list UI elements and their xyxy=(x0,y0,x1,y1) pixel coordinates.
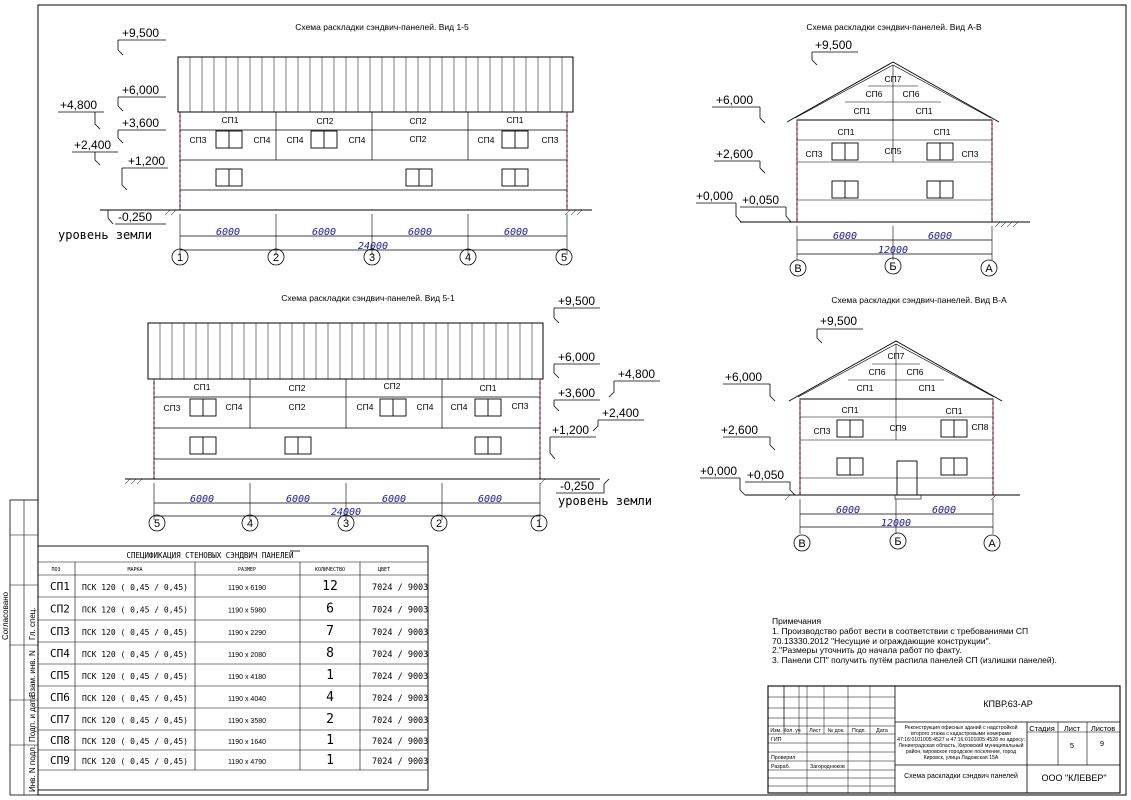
spec-mark: ПСК 120 ( 0,45 / 0,45) xyxy=(82,628,188,637)
level-label: +2,600 xyxy=(716,147,754,161)
panel-label: СП2 xyxy=(383,381,401,391)
spec-size: 1190 x 1640 xyxy=(227,739,267,746)
stage-label: Стадия xyxy=(1029,724,1055,733)
dim-label: 6000 xyxy=(835,505,861,516)
axis-label: 2 xyxy=(435,518,443,530)
level-label: +0,050 xyxy=(747,468,785,482)
notes xyxy=(772,616,1057,665)
level-label: +9,500 xyxy=(558,294,596,308)
wall xyxy=(800,399,993,495)
roof-ribs xyxy=(190,57,562,112)
col-header: Дата xyxy=(876,728,888,734)
panel-label: СП2 xyxy=(288,383,306,393)
role-label: Разраб. xyxy=(771,764,791,770)
dim-total: 24000 xyxy=(330,507,362,518)
level-label: +9,500 xyxy=(820,314,858,328)
spec-mark: ПСК 120 ( 0,45 / 0,45) xyxy=(82,757,188,766)
panel-label: СП1 xyxy=(193,382,211,392)
project-line: второго этажа с кадастровыми номерами xyxy=(910,731,1012,737)
wall xyxy=(154,379,540,479)
dim-label: 6000 xyxy=(189,494,215,505)
spec-qty: 8 xyxy=(326,646,334,661)
panel-label: СП3 xyxy=(163,403,181,413)
spec-size: 1190 x 2290 xyxy=(227,630,267,637)
table-row xyxy=(50,602,428,617)
axis-label: 3 xyxy=(342,518,350,530)
panel-label: СП6 xyxy=(865,89,883,99)
axis-label: 1 xyxy=(176,252,184,264)
spec-rows xyxy=(50,579,428,768)
axis-label: А xyxy=(988,538,996,550)
spec-title: СПЕЦИФИКАЦИЯ СТЕНОВЫХ СЭНДВИЧ ПАНЕЛЕЙ xyxy=(126,551,294,560)
level-label: -0,250 xyxy=(118,210,153,224)
doc-code: КПВР.63-АР xyxy=(983,699,1033,709)
spec-color: 7024 / 9003 xyxy=(372,672,429,682)
level-label: +0,000 xyxy=(696,189,734,203)
project-line: район, кировское городское поселение, город xyxy=(905,749,1017,755)
sheets-label: Листов xyxy=(1090,724,1116,733)
project-line: Кировск, улица Ладожская 15А xyxy=(923,755,999,761)
panel-label: СП4 xyxy=(416,402,434,412)
dim-total: 12000 xyxy=(880,518,912,529)
dim-total: 12000 xyxy=(877,245,909,256)
spec-pos: СП5 xyxy=(50,669,70,682)
panel-label: СП4 xyxy=(356,402,374,412)
dim-label: 6000 xyxy=(477,494,503,505)
level-label: +4,800 xyxy=(618,367,656,381)
spec-color: 7024 / 9003 xyxy=(372,694,429,704)
level-label: +4,800 xyxy=(60,98,98,112)
level-label: +6,000 xyxy=(716,93,754,107)
spec-size: 1190 x 5980 xyxy=(227,607,267,615)
spec-qty: 12 xyxy=(322,579,338,594)
level-label: +6,000 xyxy=(558,350,596,364)
panel-label: СП1 xyxy=(506,115,524,125)
project-line: Реконструкция офисных зданий с надстройкой xyxy=(904,725,1018,731)
col-header: Лист xyxy=(809,728,821,734)
side-stamp xyxy=(1,500,38,795)
sheet-number: 5 xyxy=(1069,741,1075,750)
panel-label: СП4 xyxy=(348,135,366,145)
level-label: -0,250 xyxy=(560,479,595,493)
spec-size: 1190 x 6190 xyxy=(227,585,267,592)
view-title: Схема раскладки сэндвич-панелей. Вид 1-5 xyxy=(295,22,469,32)
panel-label: СП4 xyxy=(225,402,243,412)
axis-label: Б xyxy=(894,536,902,548)
spec-qty: 1 xyxy=(326,753,334,768)
view-title: Схема раскладки сэндвич-панелей. Вид 5-1 xyxy=(281,293,455,303)
spec-pos: СП8 xyxy=(50,734,70,747)
level-label: +1,200 xyxy=(552,423,590,437)
spec-header: КОЛИЧЕСТВО xyxy=(314,567,346,573)
spec-size: 1190 x 2080 xyxy=(227,652,267,659)
axis-label: А xyxy=(985,263,993,275)
dim-label: 6000 xyxy=(311,227,337,238)
table-row xyxy=(50,624,428,639)
panel-label: СП3 xyxy=(189,135,207,145)
spec-qty: 6 xyxy=(326,601,334,617)
ground-label: уровень земли xyxy=(558,494,652,508)
note-line: 3. Панели СП" получить путём распила панелей СП (излишки панелей). xyxy=(772,655,1057,665)
spec-qty: 1 xyxy=(326,733,334,748)
axis-label: 3 xyxy=(368,252,376,264)
axis-label: 2 xyxy=(272,252,280,264)
level-label: +3,600 xyxy=(122,116,160,130)
axis-label: В xyxy=(798,538,806,550)
table-row xyxy=(50,579,428,594)
dim-total: 24000 xyxy=(357,241,389,252)
sheet-title: Схема раскладки сэндвич панелей xyxy=(904,773,1018,780)
panel-label: СП4 xyxy=(450,402,468,412)
dim-label: 6000 xyxy=(381,494,407,505)
axis-label: В xyxy=(794,263,802,275)
axis-label: 4 xyxy=(246,518,254,530)
spec-size: 1190 x 4180 xyxy=(227,674,267,681)
panel-label: СП4 xyxy=(253,135,271,145)
level-label: +6,000 xyxy=(122,83,160,97)
panel-label: СП1 xyxy=(918,383,936,393)
side-stamp-label: Согласовано xyxy=(1,591,10,640)
spec-color: 7024 / 9003 xyxy=(372,737,429,747)
table-row xyxy=(50,690,428,705)
spec-header: ЦВЕТ xyxy=(378,567,391,573)
spec-mark: ПСК 120 ( 0,45 / 0,45) xyxy=(82,716,188,725)
panel-label: СП6 xyxy=(906,367,924,377)
view-title: Схема раскладки сэндвич-панелей. Вид А-В xyxy=(806,22,982,32)
panel-label: СП1 xyxy=(853,106,871,116)
dim-label: 6000 xyxy=(215,227,241,238)
spec-size: 1190 x 3580 xyxy=(227,718,267,725)
project-line: 47:16:0101005:4527 и 47:16:0101005:4528 по адресу: xyxy=(897,737,1025,743)
side-stamp-label: Гл. спец. xyxy=(28,607,37,640)
axis-label: 5 xyxy=(153,518,161,530)
note-line: 70.13330.2012 "Несущие и ограждающие конструкции". xyxy=(772,636,991,646)
ground-label: уровень земли xyxy=(58,228,152,242)
note-line: 2."Размеры уточнить до начала работ по факту. xyxy=(772,645,962,655)
spec-pos: СП6 xyxy=(50,691,70,704)
dim-label: 6000 xyxy=(927,231,953,242)
wall xyxy=(797,120,992,222)
role-label: ГИП xyxy=(771,737,782,743)
side-stamp-label: Подп. и дата xyxy=(28,694,37,742)
developer-name: Загороднюков xyxy=(810,764,845,770)
axis-label: Б xyxy=(889,261,897,273)
spec-pos: СП9 xyxy=(50,754,70,767)
dim-label: 6000 xyxy=(285,494,311,505)
panel-label: СП1 xyxy=(479,383,497,393)
notes-title: Примечания xyxy=(772,616,822,626)
col-header: № док. xyxy=(827,728,845,734)
level-label: +9,500 xyxy=(122,26,160,40)
spec-pos: СП7 xyxy=(50,713,70,726)
spec-qty: 7 xyxy=(326,624,334,639)
panel-label: СП3 xyxy=(805,149,823,159)
level-label: +9,500 xyxy=(815,38,853,52)
level-label: +1,200 xyxy=(128,154,166,168)
panel-label: СП3 xyxy=(813,426,831,436)
spec-color: 7024 / 9003 xyxy=(372,583,429,593)
axis-label: 5 xyxy=(560,252,568,264)
panel-label: СП1 xyxy=(841,405,859,415)
spec-table xyxy=(38,546,428,790)
company-name: ООО "КЛЕВЕР" xyxy=(1041,773,1107,783)
dim-label: 6000 xyxy=(407,227,433,238)
spec-mark: ПСК 120 ( 0,45 / 0,45) xyxy=(82,605,188,615)
spec-pos: СП4 xyxy=(50,647,70,660)
dim-label: 6000 xyxy=(832,231,858,242)
spec-color: 7024 / 9003 xyxy=(372,605,429,616)
spec-pos: СП2 xyxy=(50,602,70,616)
level-marks xyxy=(58,40,168,224)
level-label: +0,000 xyxy=(700,464,738,478)
table-row xyxy=(50,712,428,727)
title-block xyxy=(768,686,1120,793)
panel-label: СП1 xyxy=(933,127,951,137)
level-label: +3,600 xyxy=(558,386,596,400)
level-label: +2,400 xyxy=(602,406,640,420)
sheet-label: Лист xyxy=(1063,724,1081,733)
spec-mark: ПСК 120 ( 0,45 / 0,45) xyxy=(82,650,188,659)
table-row xyxy=(50,668,428,683)
panel-label: СП7 xyxy=(884,74,902,84)
project-line: Ленинградская область, Кировский муниципальный xyxy=(898,743,1024,749)
level-label: +2,600 xyxy=(721,423,759,437)
spec-color: 7024 / 9003 xyxy=(372,650,429,660)
view-title: Схема раскладки сэндвич-панелей. Вид В-А xyxy=(831,295,1007,305)
table-row xyxy=(50,646,428,661)
panel-label: СП8 xyxy=(971,422,989,432)
panel-label: СП3 xyxy=(961,149,979,159)
panel-label: СП4 xyxy=(477,135,495,145)
spec-mark: ПСК 120 ( 0,45 / 0,45) xyxy=(82,694,188,703)
wall xyxy=(180,112,567,210)
panel-label: СП1 xyxy=(837,127,855,137)
panel-label: СП3 xyxy=(541,135,559,145)
panel-label: СП6 xyxy=(868,367,886,377)
table-row xyxy=(50,733,428,748)
view-1-5 xyxy=(58,22,592,265)
level-label: +0,050 xyxy=(742,193,780,207)
panel-label: СП2 xyxy=(409,116,427,126)
sheets-total: 9 xyxy=(1099,739,1105,748)
panel-label: СП1 xyxy=(945,406,963,416)
panel-label: СП2 xyxy=(288,402,306,412)
col-header: Подп. xyxy=(851,728,867,734)
panel-label: СП1 xyxy=(856,383,874,393)
panel-label: СП1 xyxy=(915,106,933,116)
spec-qty: 1 xyxy=(326,668,334,683)
spec-pos: СП3 xyxy=(50,625,70,638)
panel-label: СП4 xyxy=(286,135,304,145)
spec-mark: ПСК 120 ( 0,45 / 0,45) xyxy=(82,672,188,681)
spec-qty: 2 xyxy=(326,712,334,727)
side-stamp-label: Взам. инв. N xyxy=(28,650,37,697)
spec-header: МАРКА xyxy=(127,567,143,573)
level-label: +2,400 xyxy=(74,138,112,152)
panel-label: СП2 xyxy=(409,134,427,144)
panel-label: СП9 xyxy=(889,423,907,433)
spec-color: 7024 / 9003 xyxy=(372,716,429,726)
axis-label: 1 xyxy=(535,518,543,530)
spec-color: 7024 / 9003 xyxy=(372,757,429,767)
view-5-1 xyxy=(125,293,660,531)
dim-label: 6000 xyxy=(503,227,529,238)
role-label: Проверил xyxy=(771,755,796,761)
spec-mark: ПСК 120 ( 0,45 / 0,45) xyxy=(82,583,188,592)
panel-label: СП5 xyxy=(884,146,902,156)
level-label: +6,000 xyxy=(725,370,763,384)
note-line: 1. Производство работ вести в соответствии с требованиями СП xyxy=(772,626,1029,636)
spec-header: РАЗМЕР xyxy=(237,567,257,573)
spec-color: 7024 / 9003 xyxy=(372,628,429,638)
spec-pos: СП1 xyxy=(50,580,70,593)
view-v-a xyxy=(700,295,1020,551)
spec-mark: ПСК 120 ( 0,45 / 0,45) xyxy=(82,737,188,746)
axis-label: 4 xyxy=(464,252,472,264)
table-row xyxy=(50,753,428,768)
panel-label: СП1 xyxy=(221,115,239,125)
spec-header: ПОЗ xyxy=(51,567,61,573)
spec-size: 1190 x 4040 xyxy=(227,696,267,703)
dim-label: 6000 xyxy=(931,505,957,516)
col-header: Кол. уч xyxy=(783,728,801,734)
panel-label: СП3 xyxy=(511,401,529,411)
panel-label: СП6 xyxy=(902,89,920,99)
view-a-v xyxy=(696,22,1030,276)
spec-size: 1190 x 4790 xyxy=(227,759,267,766)
spec-qty: 4 xyxy=(326,690,334,705)
side-stamp-label: Инв. N подл. xyxy=(28,744,37,792)
panel-label: СП2 xyxy=(316,116,334,126)
panel-label: СП7 xyxy=(887,351,905,361)
col-header: Изм. xyxy=(770,728,782,734)
